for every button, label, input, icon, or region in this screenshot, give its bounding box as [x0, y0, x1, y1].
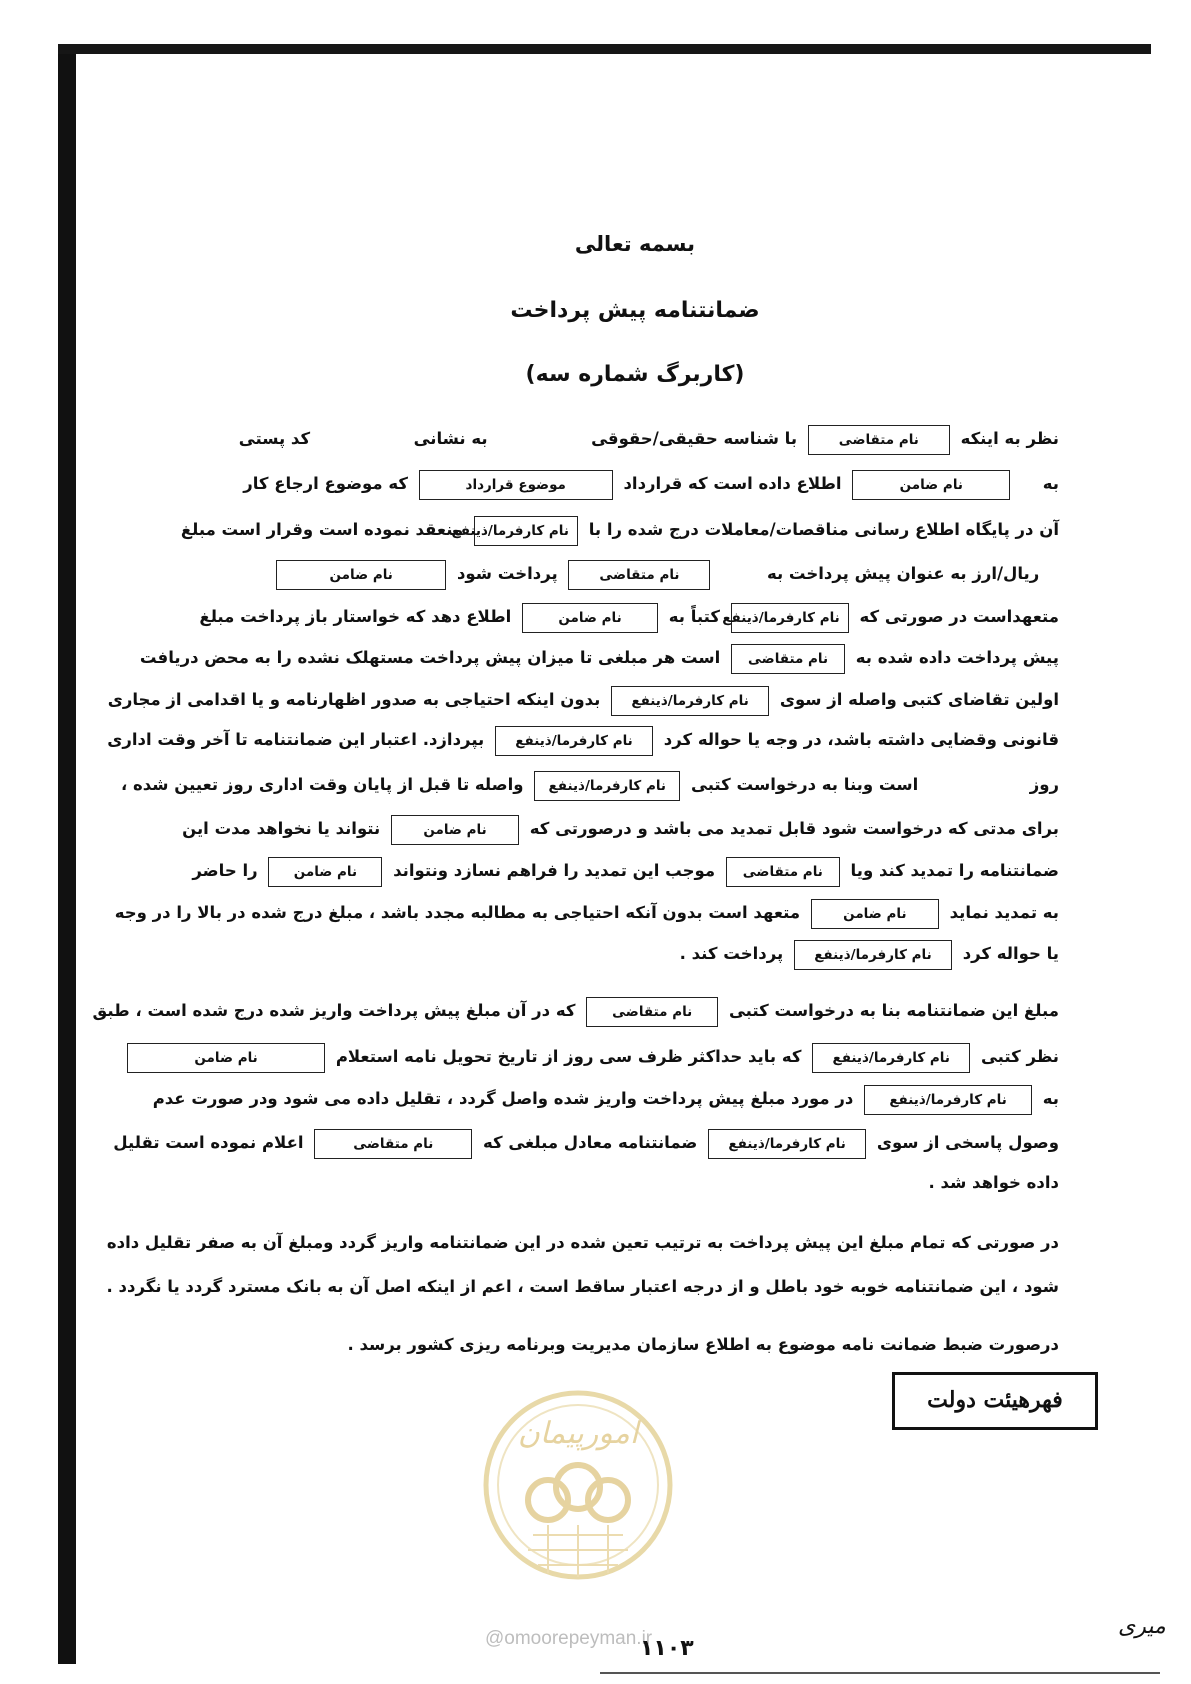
applicant-name-field[interactable]: نام متقاضی [726, 857, 840, 887]
page-number: ۱۱۰۳ [640, 1636, 694, 1661]
p1-l9-text-a: روز [1029, 775, 1059, 794]
p2-l4-text-c: اعلام نموده است تقلیل [113, 1133, 304, 1152]
p1-l5-text-b: کتباً به [668, 607, 720, 626]
guarantor-name-field[interactable]: نام ضامن [391, 815, 519, 845]
p1-line-8 [107, 723, 1059, 757]
applicant-name-field[interactable]: نام متقاضی [808, 425, 950, 455]
bismillah-heading: بسمه تعالی [574, 232, 696, 256]
p1-line-11 [192, 854, 1059, 888]
p1-l9-text-c: واصله تا قبل از پایان وقت اداری روز تعیین شده ، [121, 775, 524, 794]
corner-handwriting: میری [1118, 1614, 1166, 1639]
p1-line-4 [271, 557, 1059, 591]
p1-line-3 [181, 513, 1059, 547]
employer-name-field[interactable]: نام کارفرما/ذینفع [864, 1085, 1032, 1115]
employer-name-field[interactable]: نام کارفرما/ذینفع [812, 1043, 970, 1073]
applicant-name-field[interactable]: نام متقاضی [731, 644, 845, 674]
applicant-name-field[interactable]: نام متقاضی [314, 1129, 472, 1159]
guarantor-name-field[interactable]: نام ضامن [811, 899, 939, 929]
p1-l13-text-b: پرداخت کند . [679, 944, 784, 963]
applicant-name-field[interactable]: نام متقاضی [568, 560, 710, 590]
p1-line-1 [239, 422, 1059, 456]
p2-l4-text-a: وصول پاسخی از سوی [876, 1133, 1059, 1152]
p1-l2-text-a: به [1042, 474, 1059, 493]
p1-line-7 [108, 683, 1059, 717]
p1-l6-text-a: پیش پرداخت داده شده به [855, 648, 1059, 667]
guarantor-name-field[interactable]: نام ضامن [522, 603, 658, 633]
p1-l13-text-a: یا حواله کرد [962, 944, 1059, 963]
p1-l1-text-a: نظر به اینکه [960, 429, 1059, 448]
p1-line-10 [182, 812, 1059, 846]
p1-l11-text-c: را حاضر [192, 861, 258, 880]
seal-logo-icon [478, 1385, 678, 1585]
p1-line-6 [140, 641, 1059, 675]
p1-l10-text-b: نتواند یا نخواهد مدت این [182, 819, 381, 838]
p1-l2-text-b: اطلاع داده است که قرارداد [623, 474, 842, 493]
p4-line-1: درصورت ضبط ضمانت نامه موضوع به اطلاع سازمان مدیریت وبرنامه ریزی کشور برسد . [347, 1335, 1059, 1354]
employer-name-field[interactable]: نام کارفرما/ذینفع [708, 1129, 866, 1159]
p1-l1-text-b: با شناسه حقیقی/حقوقی [591, 429, 798, 448]
p1-l9-text-b: است وبنا به درخواست کتبی [691, 775, 919, 794]
p1-line-13 [680, 937, 1059, 971]
p2-line-4 [113, 1126, 1059, 1160]
p2-l5-text-a: داده خواهد شد . [928, 1173, 1059, 1192]
employer-name-field[interactable]: نام کارفرما/ذینفع [474, 516, 578, 546]
p1-l5-text-a: متعهداست در صورتی که [859, 607, 1059, 626]
government-stamp: فهرهیئت دولت [892, 1372, 1098, 1430]
p1-l1-text-c: به نشانی [413, 429, 488, 448]
guarantor-name-field[interactable]: نام ضامن [127, 1043, 325, 1073]
guarantor-name-field[interactable]: نام ضامن [852, 470, 1010, 500]
p1-l1-text-d: کد پستی [238, 429, 311, 448]
p2-line-2 [122, 1040, 1059, 1074]
p1-l7-text-a: اولین تقاضای کتبی واصله از سوی [779, 690, 1059, 709]
p1-l12-text-b: متعهد است بدون آنکه احتیاجی به مطالبه مجدد باشد ، مبلغ درج شده در بالا را در وجه [114, 903, 801, 922]
guarantor-name-field[interactable]: نام ضامن [268, 857, 382, 887]
p1-l4-text-b: پرداخت شود [456, 564, 558, 583]
p3-line-1: در صورتی که تمام مبلغ این پیش پرداخت به ترتیب تعین شده در این ضمانتنامه واریز گردد ومبلغ آن به صفر تقلیل داده [106, 1233, 1059, 1252]
p1-l5-text-c: اطلاع دهد که خواستار باز پرداخت مبلغ [199, 607, 512, 626]
document-title: ضمانتنامه پیش پرداخت [510, 298, 760, 323]
scan-border-top [58, 44, 1151, 54]
p2-l2-text-b: که باید حداکثر ظرف سی روز از تاریخ تحویل نامه استعلام [335, 1047, 802, 1066]
p2-l4-text-b: ضمانتنامه معادل مبلغی که [483, 1133, 698, 1152]
p2-l3-text-a: به [1042, 1089, 1059, 1108]
p2-l2-text-a: نظر کتبی [980, 1047, 1059, 1066]
p1-line-2 [243, 467, 1059, 501]
p1-l11-text-a: ضمانتنامه را تمدید کند ویا [850, 861, 1059, 880]
p1-l6-text-b: است هر مبلغی تا میزان پیش پرداخت مستهلک نشده را به محض دریافت [139, 648, 721, 667]
p1-l3-text-a: آن در پایگاه اطلاع رسانی مناقصات/معاملات درج شده را با [588, 520, 1059, 539]
p2-l1-text-b: که در آن مبلغ پیش پرداخت واریز شده درج شده است ، طبق [92, 1001, 576, 1020]
employer-name-field[interactable]: نام کارفرما/ذینفع [534, 771, 680, 801]
employer-name-field[interactable]: نام کارفرما/ذینفع [611, 686, 769, 716]
p1-l8-text-a: قانونی وقضایی داشته باشد، در وجه یا حواله کرد [663, 730, 1059, 749]
guarantor-name-field[interactable]: نام ضامن [276, 560, 446, 590]
p2-line-1 [93, 994, 1059, 1028]
p1-l3-text-b: منعقد نموده است وقرار است مبلغ [180, 520, 464, 539]
p1-l2-text-c: که موضوع ارجاع کار [243, 474, 408, 493]
scan-border-left [58, 54, 76, 1664]
p2-l1-text-a: مبلغ این ضمانتنامه بنا به درخواست کتبی [728, 1001, 1059, 1020]
employer-name-field[interactable]: نام کارفرما/ذینفع [794, 940, 952, 970]
employer-name-field[interactable]: نام کارفرما/ذینفع [731, 603, 849, 633]
p1-l8-text-b: بپردازد. اعتبار این ضمانتنامه تا آخر وقت اداری [107, 730, 485, 749]
p1-l11-text-b: موجب این تمدید را فراهم نسازد ونتواند [393, 861, 716, 880]
p2-line-3 [153, 1082, 1059, 1116]
employer-name-field[interactable]: نام کارفرما/ذینفع [495, 726, 653, 756]
seal-text: امورپیمان [517, 1416, 639, 1451]
p2-line-5 [929, 1166, 1059, 1200]
p1-l10-text-a: برای مدتی که درخواست شود قابل تمدید می باشد و درصورتی که [529, 819, 1059, 838]
p1-line-9 [121, 768, 1059, 802]
p1-l7-text-b: بدون اینکه احتیاجی به صدور اظهارنامه و یا اقدامی از مجاری [107, 690, 601, 709]
document-subtitle: (کاربرگ شماره سه) [525, 362, 745, 387]
p1-l12-text-a: به تمدید نماید [949, 903, 1059, 922]
contract-subject-field[interactable]: موضوع قرارداد [419, 470, 613, 500]
p2-l3-text-b: در مورد مبلغ پیش پرداخت واریز شده واصل گردد ، تقلیل داده می شود ودر صورت عدم [152, 1089, 854, 1108]
website-watermark: @omoorepeyman.ir [485, 1628, 653, 1649]
scan-border-bottom [600, 1672, 1160, 1674]
p1-line-5 [199, 600, 1059, 634]
applicant-name-field[interactable]: نام متقاضی [586, 997, 718, 1027]
p3-line-2: شود ، این ضمانتنامه خوبه خود باطل و از درجه اعتبار ساقط است ، اعم از اینکه اصل آن به بانک مسترد گردد یا نگردد . [106, 1277, 1059, 1296]
p1-line-12 [115, 896, 1059, 930]
p1-l4-text-a: ریال/ارز به عنوان پیش پرداخت به [766, 564, 1040, 583]
